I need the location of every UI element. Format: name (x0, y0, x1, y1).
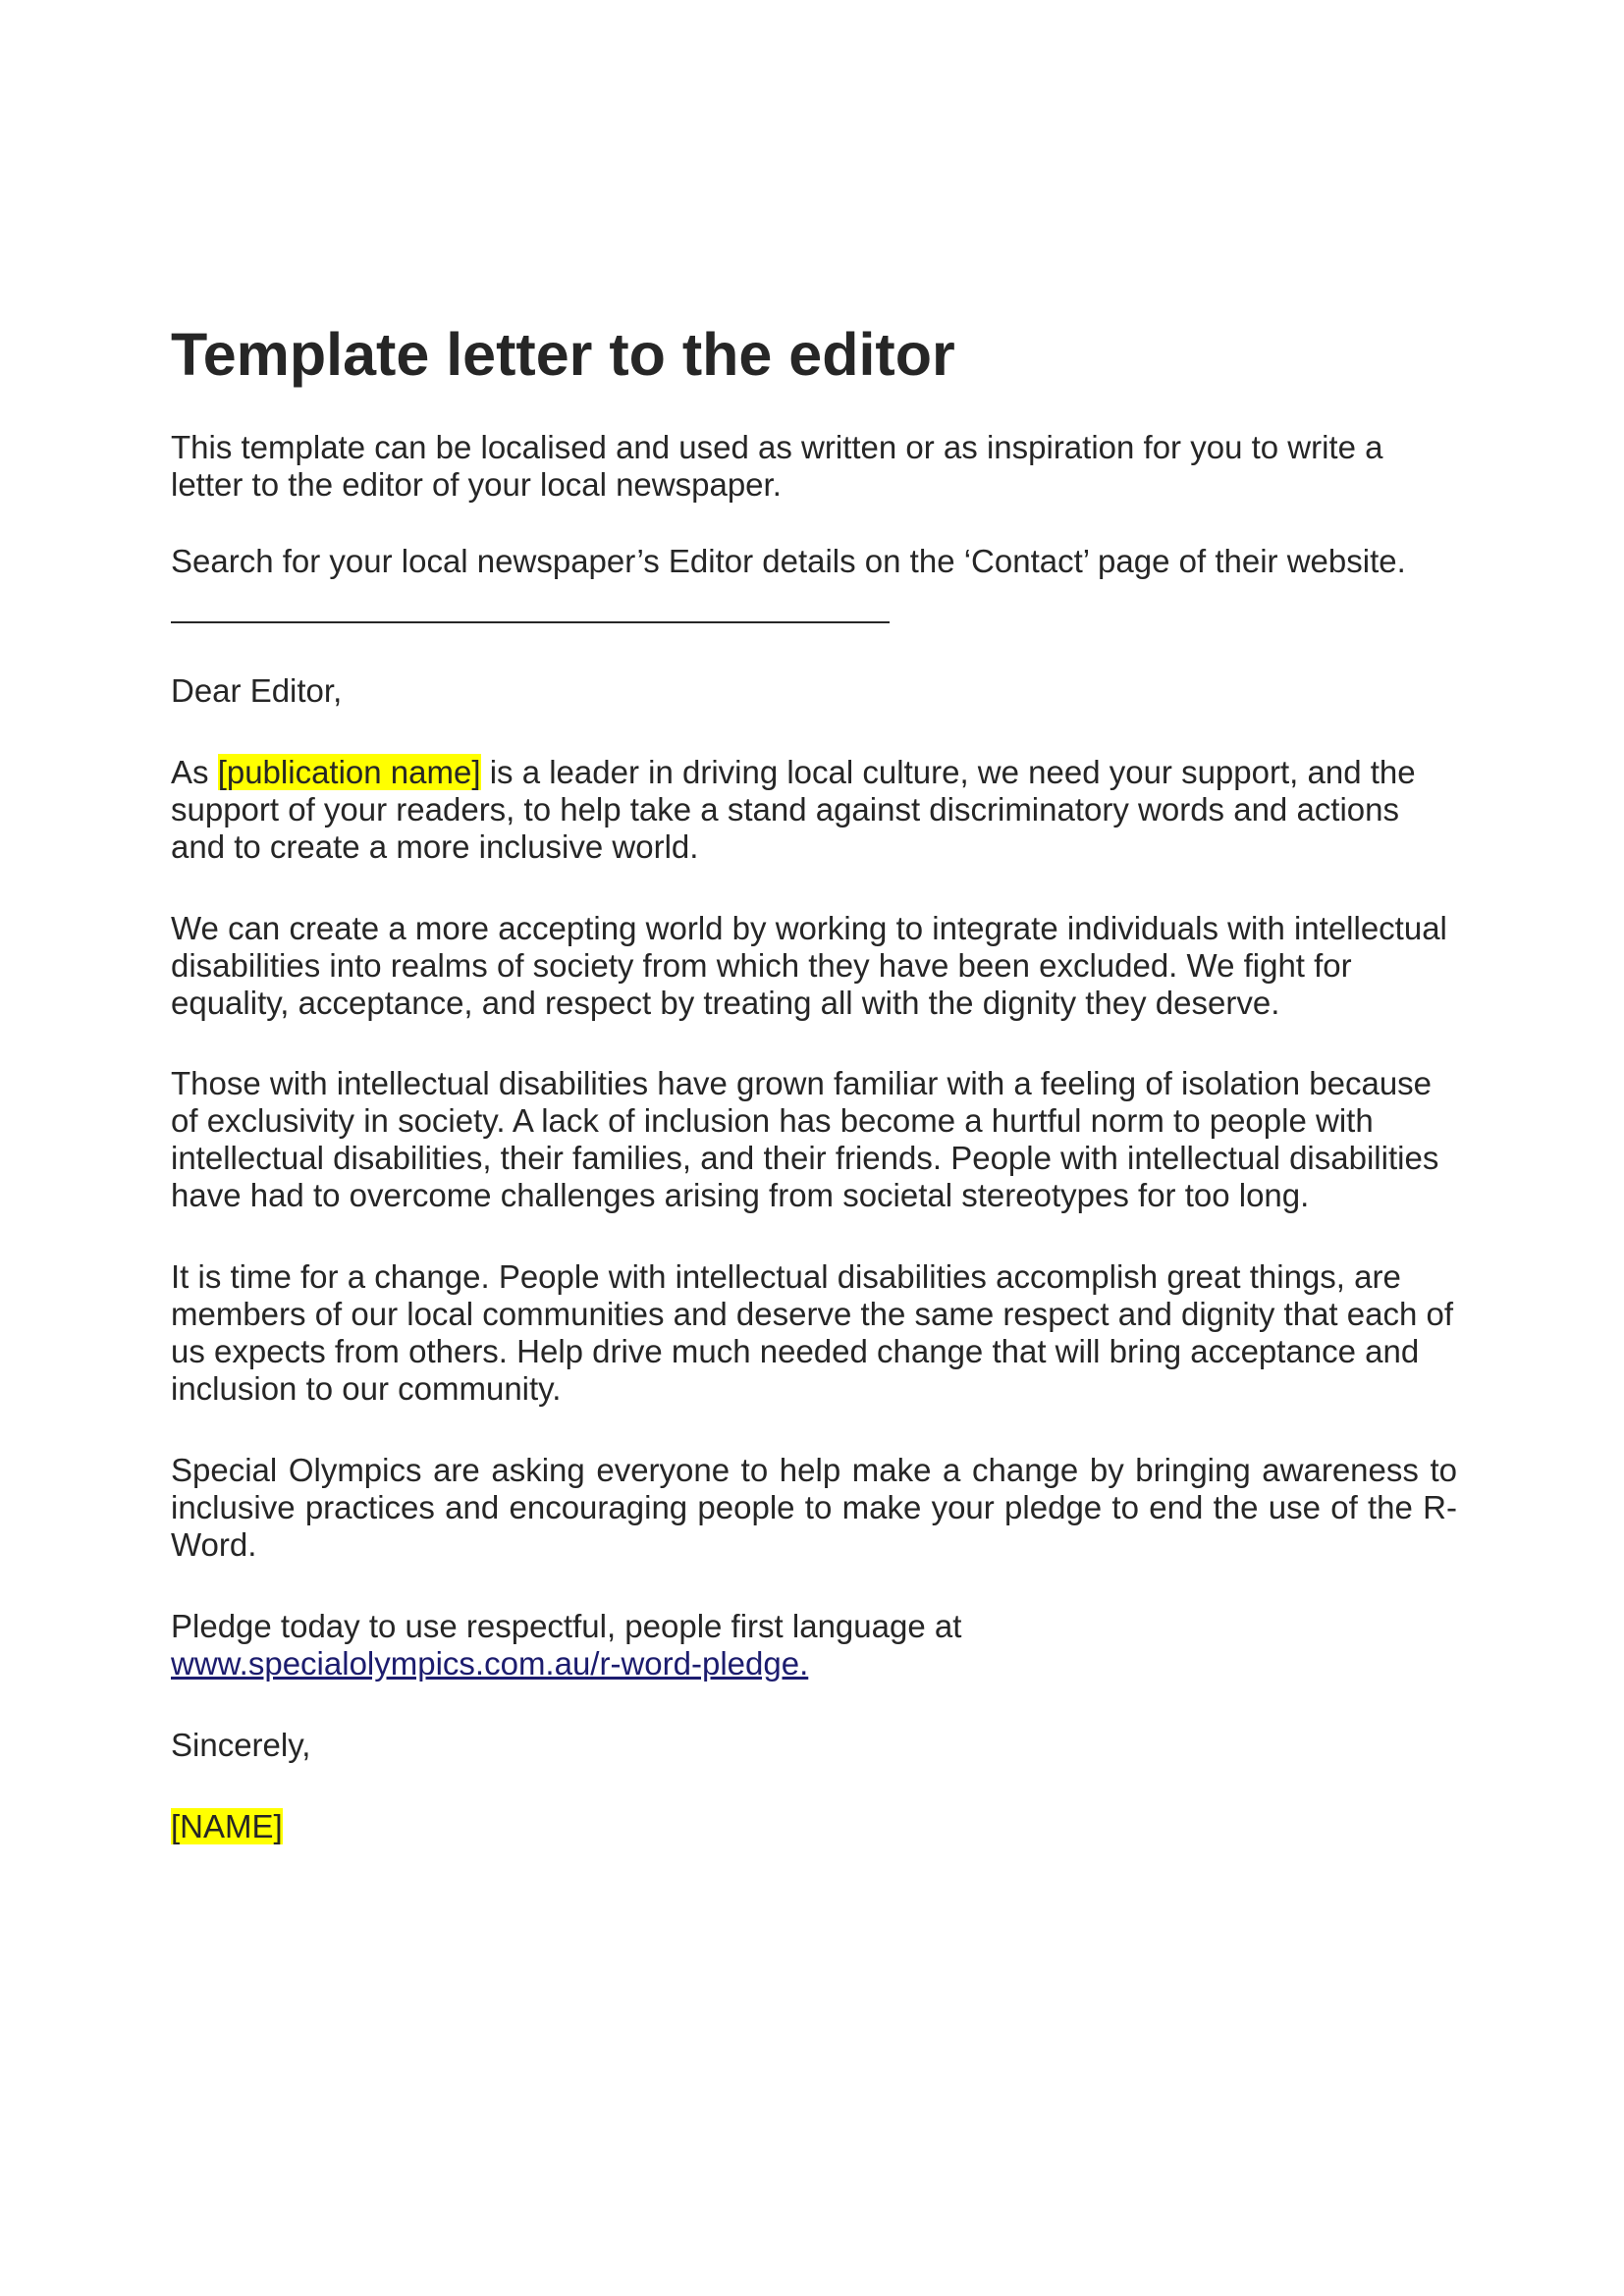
signature-line (171, 1808, 1457, 1845)
closing: Sincerely, (171, 1726, 311, 1763)
intro-paragraph: This template can be localised and used as written or as inspiration for you to write a letter to the editor of your local newspaper. (171, 429, 1383, 504)
salutation: Dear Editor, (171, 671, 343, 709)
paragraph-publication (171, 754, 1457, 866)
pledge-link[interactable]: www.specialolympics.com.au/r-word-pledge. (171, 1644, 809, 1682)
paragraph-time-for-change: It is time for a change. People with intellectual disabilities accomplish great things, are members of our local communities and deserve the same respect and dignity that each of us expects from others. Help drive much needed change that will bring acceptance and inclusion to our community. (171, 1258, 1454, 1408)
paragraph-special-olympics: Special Olympics are asking everyone to help make a change by bringing awareness to inclusive practices and encouraging people to make your pledge to end the use of the R-Word. (171, 1451, 1457, 1563)
page-title: Template letter to the editor (171, 321, 955, 388)
signature-placeholder: [NAME] (171, 1807, 283, 1844)
paragraph-accepting-world: We can create a more accepting world by working to integrate individuals with intellectual disabilities into realms of society from which they have been excluded. We fight for equality, acceptance, and respect by treating all with the dignity they deserve. (171, 909, 1447, 1021)
divider-line (171, 621, 890, 623)
paragraph-pledge (171, 1608, 1457, 1682)
letter-page (171, 322, 1457, 1845)
pledge-text: Pledge today to use respectful, people first language at (171, 1607, 962, 1644)
publication-name-placeholder: [publication name] (217, 753, 481, 790)
paragraph-publication-start: As (171, 753, 218, 790)
paragraph-isolation: Those with intellectual disabilities have grown familiar with a feeling of isolation because of exclusivity in society. A lack of inclusion has become a hurtful norm to people with intellectual disabilities, their families, and their friends. People with intellectual disabilities have had to overcome challenges arising from societal stereotypes for too long. (171, 1065, 1439, 1214)
paragraph-publication-rest: is a leader in driving local culture, we need your support, and the support of your readers, to help take a stand against discriminatory words and actions and to create a more inclusive world. (171, 753, 1416, 865)
contact-instructions: Search for your local newspaper’s Editor details on the ‘Contact’ page of their website. (171, 542, 1406, 579)
